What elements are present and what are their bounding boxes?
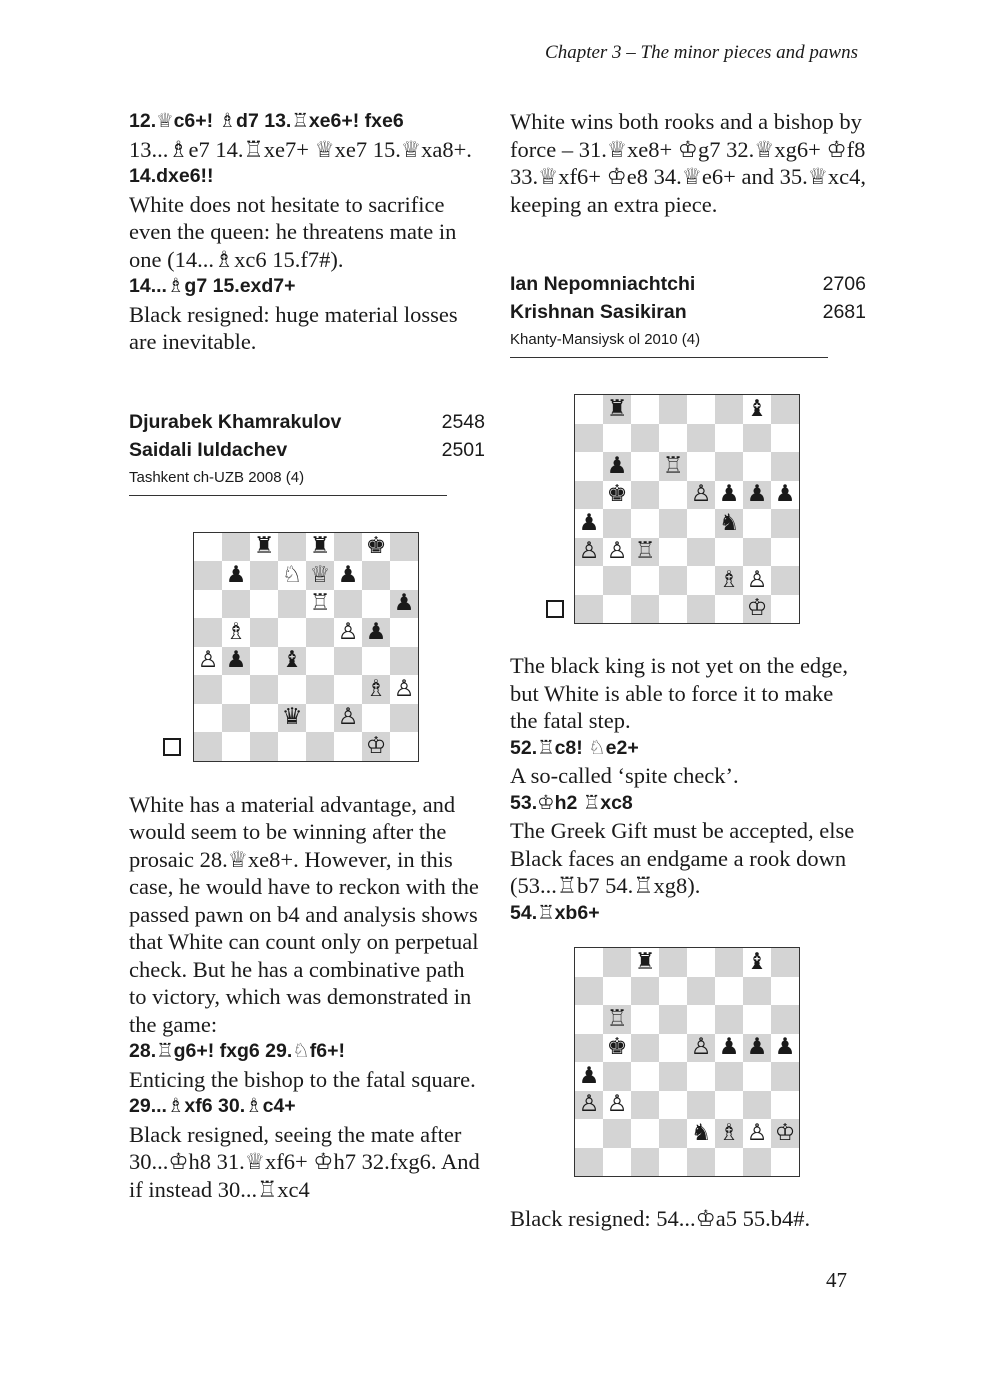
board-square: [771, 1005, 799, 1034]
board-square: [603, 1062, 631, 1091]
annotation-text: A so-called ‘spite check’.: [510, 763, 739, 788]
white-player-row: [129, 408, 485, 436]
board-square: [390, 618, 418, 647]
board-square: [715, 509, 743, 538]
board-square: [743, 1034, 771, 1063]
board-square: [687, 424, 715, 453]
board-square: [334, 647, 362, 676]
board-square: [250, 675, 278, 704]
board-square: [222, 675, 250, 704]
annotation-text: Black resigned: huge material losses are inevitable.: [129, 301, 458, 354]
white-pawn-icon: ♙: [337, 618, 359, 645]
board-square: [771, 1062, 799, 1091]
move-text: 52.♖c8! ♘e2+: [510, 736, 639, 759]
board-square: [603, 977, 631, 1006]
board-square: [390, 675, 418, 704]
board-square: [390, 590, 418, 619]
white-rook-icon: ♖: [606, 1005, 628, 1032]
board-square: [334, 533, 362, 562]
black-pawn-icon: ♟: [578, 509, 600, 536]
white-king-icon: ♔: [746, 595, 768, 622]
board-square: [743, 948, 771, 977]
board-square: [659, 977, 687, 1006]
move-text: 14...♗g7 15.exd7+: [129, 275, 296, 297]
board-square: [659, 595, 687, 624]
board-square: [771, 509, 799, 538]
white-king-icon: ♔: [774, 1119, 796, 1146]
chess-diagram-3: [574, 947, 800, 1179]
board-square: [575, 509, 603, 538]
board-square: [659, 1005, 687, 1034]
board-square: [659, 1148, 687, 1177]
board-square: [687, 977, 715, 1006]
board-square: [362, 533, 390, 562]
annotation-text: White has a material advantage, and would seem to be winning after the prosaic 28.♕xe8+. However, in this case, he would have to reckon with the passed pawn on b4 and analysis shows that White can count only on perpetual check. But he has a combinative path to victory, which was demonstrated in the game:: [129, 791, 479, 1037]
board-square: [222, 561, 250, 590]
board-square: [334, 618, 362, 647]
board-square: [715, 1034, 743, 1063]
black-king-icon: ♚: [606, 1034, 628, 1061]
annotation-text: 13...♗e7 14.♖xe7+ ♕xe7 15.♕xa8+.: [129, 136, 472, 162]
board-square: [743, 1091, 771, 1120]
board-square: [631, 509, 659, 538]
white-bishop-icon: ♗: [718, 1119, 740, 1146]
board-square: [631, 566, 659, 595]
board-square: [575, 595, 603, 624]
black-pawn-icon: ♟: [718, 1034, 740, 1061]
black-player-row: [129, 436, 485, 464]
board-square: [194, 704, 222, 733]
board-square: [631, 1005, 659, 1034]
board-square: [743, 395, 771, 424]
black-bishop-icon: ♝: [281, 647, 303, 674]
board-square: [631, 1062, 659, 1091]
board-square: [771, 566, 799, 595]
board-square: [194, 675, 222, 704]
black-bishop-icon: ♝: [746, 948, 768, 975]
white-pawn-icon: ♙: [606, 1091, 628, 1118]
chessboard: [574, 394, 800, 624]
annotation-text: Black resigned, seeing the mate after 30...♔h8 31.♕xf6+ ♔h7 32.fxg6. And if instead 30...♖xc4: [129, 1121, 480, 1202]
white-bishop-icon: ♗: [225, 618, 247, 645]
board-square: [334, 732, 362, 761]
white-pawn-icon: ♙: [197, 647, 219, 674]
right-column: [510, 108, 866, 1233]
black-pawn-icon: ♟: [393, 590, 415, 617]
board-square: [334, 704, 362, 733]
board-square: [687, 395, 715, 424]
board-square: [306, 533, 334, 562]
board-square: [278, 561, 306, 590]
board-square: [603, 1005, 631, 1034]
board-square: [771, 395, 799, 424]
board-square: [362, 704, 390, 733]
board-square: [631, 977, 659, 1006]
board-square: [362, 732, 390, 761]
black-pawn-icon: ♟: [746, 1034, 768, 1061]
white-pawn-icon: ♙: [690, 1034, 712, 1061]
board-square: [687, 595, 715, 624]
board-square: [306, 590, 334, 619]
board-square: [715, 1148, 743, 1177]
board-square: [771, 481, 799, 510]
annotation-text: Enticing the bishop to the fatal square.: [129, 1066, 476, 1092]
board-square: [715, 424, 743, 453]
board-square: [390, 533, 418, 562]
event-info: Tashkent ch-UZB 2008 (4): [129, 468, 305, 486]
black-rook-icon: ♜: [309, 533, 331, 560]
board-square: [631, 481, 659, 510]
board-square: [771, 977, 799, 1006]
board-square: [222, 533, 250, 562]
white-pawn-icon: ♙: [578, 538, 600, 565]
black-rook-icon: ♜: [634, 948, 656, 975]
white-to-move-marker: [163, 738, 181, 756]
board-square: [575, 1005, 603, 1034]
board-square: [687, 538, 715, 567]
board-square: [743, 538, 771, 567]
board-square: [771, 595, 799, 624]
board-square: [575, 1148, 603, 1177]
board-square: [659, 509, 687, 538]
white-rook-icon: ♖: [309, 590, 331, 617]
board-square: [278, 590, 306, 619]
board-square: [715, 452, 743, 481]
page-number: 47: [826, 1268, 847, 1292]
board-square: [575, 566, 603, 595]
move-text: 53.♔h2 ♖xc8: [510, 791, 633, 814]
board-square: [631, 395, 659, 424]
board-square: [278, 618, 306, 647]
board-square: [222, 704, 250, 733]
board-square: [362, 590, 390, 619]
white-player-name: Ian Nepomniachtchi: [510, 273, 696, 295]
board-square: [771, 452, 799, 481]
white-king-icon: ♔: [365, 732, 387, 759]
black-pawn-icon: ♟: [774, 481, 796, 508]
black-pawn-icon: ♟: [746, 481, 768, 508]
board-square: [222, 618, 250, 647]
board-square: [715, 1062, 743, 1091]
board-square: [334, 590, 362, 619]
white-rook-icon: ♖: [662, 452, 684, 479]
black-player-name: Saidali Iuldachev: [129, 438, 288, 461]
board-square: [659, 1034, 687, 1063]
board-square: [687, 1091, 715, 1120]
move-text: 12.♕c6+! ♗d7 13.♖xe6+! fxe6: [129, 110, 404, 132]
white-rook-icon: ♖: [634, 538, 656, 565]
board-square: [715, 977, 743, 1006]
black-rook-icon: ♜: [253, 533, 275, 560]
board-square: [250, 647, 278, 676]
board-square: [250, 590, 278, 619]
white-pawn-icon: ♙: [393, 675, 415, 702]
board-square: [222, 732, 250, 761]
black-rook-icon: ♜: [606, 395, 628, 422]
board-square: [362, 675, 390, 704]
white-player-name: Djurabek Khamrakulov: [129, 410, 342, 433]
board-square: [575, 481, 603, 510]
white-queen-icon: ♕: [309, 561, 331, 588]
board-square: [631, 452, 659, 481]
chessboard: [193, 532, 419, 762]
board-square: [575, 948, 603, 977]
board-square: [362, 618, 390, 647]
board-square: [743, 1062, 771, 1091]
board-square: [659, 1091, 687, 1120]
annotation-text: Black resigned: 54...♔a5 55.b4#.: [510, 1206, 811, 1231]
black-bishop-icon: ♝: [746, 395, 768, 422]
board-square: [603, 566, 631, 595]
board-square: [603, 1148, 631, 1177]
board-square: [250, 732, 278, 761]
board-square: [250, 533, 278, 562]
white-player-rating: 2548: [441, 410, 485, 433]
black-pawn-icon: ♟: [337, 561, 359, 588]
board-square: [334, 675, 362, 704]
game-header: [129, 408, 485, 496]
board-square: [715, 395, 743, 424]
board-square: [222, 647, 250, 676]
board-square: [250, 618, 278, 647]
board-square: [687, 481, 715, 510]
white-to-move-marker: [546, 600, 564, 618]
board-square: [631, 1034, 659, 1063]
black-king-icon: ♚: [606, 481, 628, 508]
board-square: [278, 675, 306, 704]
board-square: [771, 1091, 799, 1120]
black-pawn-icon: ♟: [225, 561, 247, 588]
black-pawn-icon: ♟: [365, 618, 387, 645]
board-square: [715, 538, 743, 567]
board-square: [362, 561, 390, 590]
board-square: [306, 675, 334, 704]
chessboard: [574, 947, 800, 1177]
board-square: [603, 1034, 631, 1063]
board-square: [390, 704, 418, 733]
move-text: 29...♗xf6 30.♗c4+: [129, 1095, 296, 1117]
black-knight-icon: ♞: [690, 1119, 712, 1146]
board-square: [631, 948, 659, 977]
board-square: [575, 538, 603, 567]
board-square: [687, 1005, 715, 1034]
board-square: [575, 977, 603, 1006]
annotation-text: White wins both rooks and a bishop by force – 31.♕xe8+ ♔g7 32.♕xg6+ ♔f8 33.♕xf6+ ♔e8 34.♕e6+ and 35.♕xc4, keeping an extra piece.: [510, 109, 867, 217]
event-info: Khanty-Mansiysk ol 2010 (4): [510, 331, 701, 348]
annotation-text: The black king is not yet on the edge, but White is able to force it to make the fatal step.: [510, 653, 849, 733]
white-pawn-icon: ♙: [746, 566, 768, 593]
game-header: [510, 270, 866, 358]
chess-diagram-2: [574, 394, 800, 626]
annotation-text: White does not hesitate to sacrifice even the queen: he threatens mate in one (14...♗xc6 15.f7#).: [129, 191, 457, 272]
white-pawn-icon: ♙: [690, 481, 712, 508]
white-pawn-icon: ♙: [337, 704, 359, 731]
board-square: [575, 424, 603, 453]
white-bishop-icon: ♗: [718, 566, 740, 593]
board-square: [687, 1119, 715, 1148]
board-square: [659, 481, 687, 510]
board-square: [575, 1034, 603, 1063]
board-square: [334, 561, 362, 590]
board-square: [575, 395, 603, 424]
board-square: [278, 533, 306, 562]
board-square: [715, 566, 743, 595]
black-pawn-icon: ♟: [774, 1034, 796, 1061]
board-square: [250, 561, 278, 590]
board-square: [603, 538, 631, 567]
white-pawn-icon: ♙: [746, 1119, 768, 1146]
board-square: [194, 561, 222, 590]
board-square: [743, 1148, 771, 1177]
board-square: [659, 538, 687, 567]
board-square: [631, 595, 659, 624]
header-rule: [510, 357, 828, 358]
board-square: [715, 481, 743, 510]
board-square: [715, 1119, 743, 1148]
board-square: [306, 704, 334, 733]
board-square: [771, 1119, 799, 1148]
running-head: Chapter 3 – The minor pieces and pawns: [545, 42, 858, 63]
board-square: [715, 948, 743, 977]
black-pawn-icon: ♟: [578, 1062, 600, 1089]
board-square: [743, 595, 771, 624]
white-pawn-icon: ♙: [578, 1091, 600, 1118]
board-square: [603, 395, 631, 424]
black-pawn-icon: ♟: [718, 481, 740, 508]
black-pawn-icon: ♟: [225, 647, 247, 674]
board-square: [194, 732, 222, 761]
board-square: [771, 424, 799, 453]
board-square: [743, 977, 771, 1006]
chess-diagram-1: [193, 532, 419, 764]
board-square: [278, 732, 306, 761]
board-square: [771, 948, 799, 977]
board-square: [715, 1005, 743, 1034]
board-square: [222, 590, 250, 619]
move-text: 54.♖xb6+: [510, 901, 600, 924]
board-square: [743, 566, 771, 595]
move-text: 14.dxe6!!: [129, 165, 214, 187]
white-bishop-icon: ♗: [365, 675, 387, 702]
board-square: [575, 1119, 603, 1148]
left-column: [129, 108, 485, 1203]
board-square: [390, 561, 418, 590]
black-knight-icon: ♞: [718, 509, 740, 536]
board-square: [715, 1091, 743, 1120]
move-text: 28.♖g6+! fxg6 29.♘f6+!: [129, 1040, 345, 1062]
board-square: [715, 595, 743, 624]
board-square: [250, 704, 278, 733]
board-square: [687, 509, 715, 538]
board-square: [575, 1091, 603, 1120]
board-square: [687, 1148, 715, 1177]
white-player-rating: 2706: [822, 273, 866, 295]
board-square: [603, 424, 631, 453]
board-square: [771, 538, 799, 567]
board-square: [603, 452, 631, 481]
white-pawn-icon: ♙: [606, 538, 628, 565]
board-square: [278, 647, 306, 676]
board-square: [631, 538, 659, 567]
board-square: [194, 590, 222, 619]
board-square: [687, 948, 715, 977]
board-square: [631, 424, 659, 453]
board-square: [771, 1034, 799, 1063]
black-player-rating: 2501: [441, 438, 485, 461]
board-square: [631, 1119, 659, 1148]
board-square: [603, 1119, 631, 1148]
board-square: [362, 647, 390, 676]
board-square: [194, 647, 222, 676]
header-rule: [129, 495, 447, 496]
board-square: [306, 647, 334, 676]
board-square: [603, 509, 631, 538]
board-square: [194, 533, 222, 562]
black-player-row: [510, 298, 866, 326]
board-square: [306, 732, 334, 761]
board-square: [194, 618, 222, 647]
board-square: [603, 595, 631, 624]
board-square: [687, 1062, 715, 1091]
board-square: [603, 481, 631, 510]
board-square: [390, 647, 418, 676]
white-player-row: [510, 270, 866, 298]
board-square: [390, 732, 418, 761]
board-square: [743, 509, 771, 538]
board-square: [603, 1091, 631, 1120]
white-knight-icon: ♘: [281, 561, 303, 588]
board-square: [659, 566, 687, 595]
board-square: [278, 704, 306, 733]
annotation-text: The Greek Gift must be accepted, else Black faces an endgame a rook down (53...♖b7 54.♖xg8).: [510, 818, 855, 898]
board-square: [603, 948, 631, 977]
board-square: [687, 1034, 715, 1063]
board-square: [743, 1119, 771, 1148]
black-player-rating: 2681: [822, 301, 866, 323]
black-queen-icon: ♛: [281, 704, 303, 731]
board-square: [743, 452, 771, 481]
board-square: [631, 1148, 659, 1177]
board-square: [631, 1091, 659, 1120]
board-square: [687, 452, 715, 481]
board-square: [575, 452, 603, 481]
board-square: [306, 561, 334, 590]
board-square: [743, 481, 771, 510]
board-square: [771, 1148, 799, 1177]
board-square: [659, 452, 687, 481]
black-player-name: Krishnan Sasikiran: [510, 301, 687, 323]
black-pawn-icon: ♟: [606, 452, 628, 479]
board-square: [687, 566, 715, 595]
board-square: [743, 1005, 771, 1034]
board-square: [659, 948, 687, 977]
board-square: [659, 1119, 687, 1148]
board-square: [575, 1062, 603, 1091]
board-square: [743, 424, 771, 453]
board-square: [306, 618, 334, 647]
board-square: [659, 424, 687, 453]
black-king-icon: ♚: [365, 533, 387, 560]
board-square: [659, 1062, 687, 1091]
board-square: [659, 395, 687, 424]
